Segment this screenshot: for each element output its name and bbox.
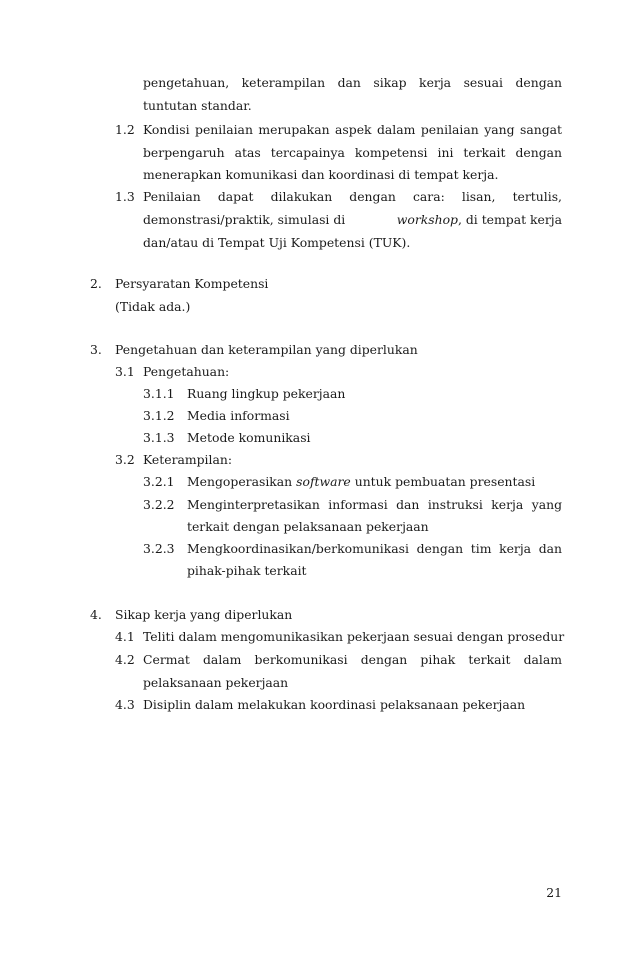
item-3-2-3-line-2: pihak-pihak terkait: [187, 563, 307, 578]
item-4-2-line-2: pelaksanaan pekerjaan: [143, 675, 289, 690]
item-3-1-1-text: Ruang lingkup pekerjaan: [187, 386, 346, 401]
item-number-4-3: 4.3: [115, 697, 135, 712]
section-2-note: (Tidak ada.): [115, 299, 191, 314]
item-3-2-1-part-c: untuk pembuatan presentasi: [354, 474, 536, 489]
item-1-2-line-2: berpengaruh atas tercapainya kompetensi ini terkait dengan: [143, 145, 562, 160]
subsection-number-3-2: 3.2: [115, 452, 135, 467]
section-3-title: Pengetahuan dan keterampilan yang diperlukan: [115, 342, 418, 357]
subsection-3-1-title: Pengetahuan:: [143, 364, 230, 379]
item-1-3-line-2-part-a: demonstrasi/praktik, simulasi di: [143, 212, 346, 227]
item-number-3-2-1: 3.2.1: [143, 474, 175, 489]
workshop-term: workshop: [396, 212, 458, 227]
item-number-1-2: 1.2: [115, 122, 135, 137]
item-1-2-line-1: Kondisi penilaian merupakan aspek dalam penilaian yang sangat: [143, 122, 562, 137]
item-3-1-2-text: Media informasi: [187, 408, 290, 423]
item-number-3-2-2: 3.2.2: [143, 497, 175, 512]
item-number-3-1-3: 3.1.3: [143, 430, 175, 445]
section-2-title: Persyaratan Kompetensi: [115, 276, 269, 291]
item-number-3-1-2: 3.1.2: [143, 408, 175, 423]
section-4-title: Sikap kerja yang diperlukan: [115, 607, 293, 622]
item-3-2-3-line-1: Mengkoordinasikan/berkomunikasi dengan tim kerja dan: [187, 541, 562, 556]
item-3-2-2-line-1: Menginterpretasikan informasi dan instruksi kerja yang: [187, 497, 562, 512]
item-1-2-line-3: menerapkan komunikasi dan koordinasi di tempat kerja.: [143, 167, 499, 182]
item-3-2-2-line-2: terkait dengan pelaksanaan pekerjaan: [187, 519, 429, 534]
item-1-3-line-1: Penilaian dapat dilakukan dengan cara: lisan, tertulis,: [143, 189, 562, 204]
software-term: software: [296, 474, 351, 489]
item-4-2-line-1: Cermat dalam berkomunikasi dengan pihak terkait dalam: [143, 652, 562, 667]
item-number-3-2-3: 3.2.3: [143, 541, 175, 556]
item-number-1-3: 1.3: [115, 189, 135, 204]
section-number-2: 2.: [90, 276, 102, 291]
item-number-4-2: 4.2: [115, 652, 135, 667]
item-1-3-line-2-part-c: , di tempat kerja: [457, 212, 562, 227]
page-number: 21: [546, 885, 562, 900]
item-4-3-text: Disiplin dalam melakukan koordinasi pelaksanaan pekerjaan: [143, 697, 526, 712]
item-number-3-1-1: 3.1.1: [143, 386, 175, 401]
continuation-line-1: pengetahuan, keterampilan dan sikap kerja sesuai dengan: [143, 75, 562, 90]
continuation-line-2: tuntutan standar.: [143, 98, 252, 113]
item-1-3-line-2: [143, 212, 562, 228]
item-3-2-1-part-a: Mengoperasikan: [187, 474, 293, 489]
item-3-2-1-text: [187, 474, 535, 490]
subsection-3-2-title: Keterampilan:: [143, 452, 233, 467]
item-1-3-line-3: dan/atau di Tempat Uji Kompetensi (TUK).: [143, 235, 411, 250]
section-number-3: 3.: [90, 342, 102, 357]
section-number-4: 4.: [90, 607, 102, 622]
item-4-1-text: Teliti dalam mengomunikasikan pekerjaan sesuai dengan prosedur: [143, 629, 565, 644]
item-3-1-3-text: Metode komunikasi: [187, 430, 311, 445]
subsection-number-3-1: 3.1: [115, 364, 135, 379]
item-number-4-1: 4.1: [115, 629, 135, 644]
